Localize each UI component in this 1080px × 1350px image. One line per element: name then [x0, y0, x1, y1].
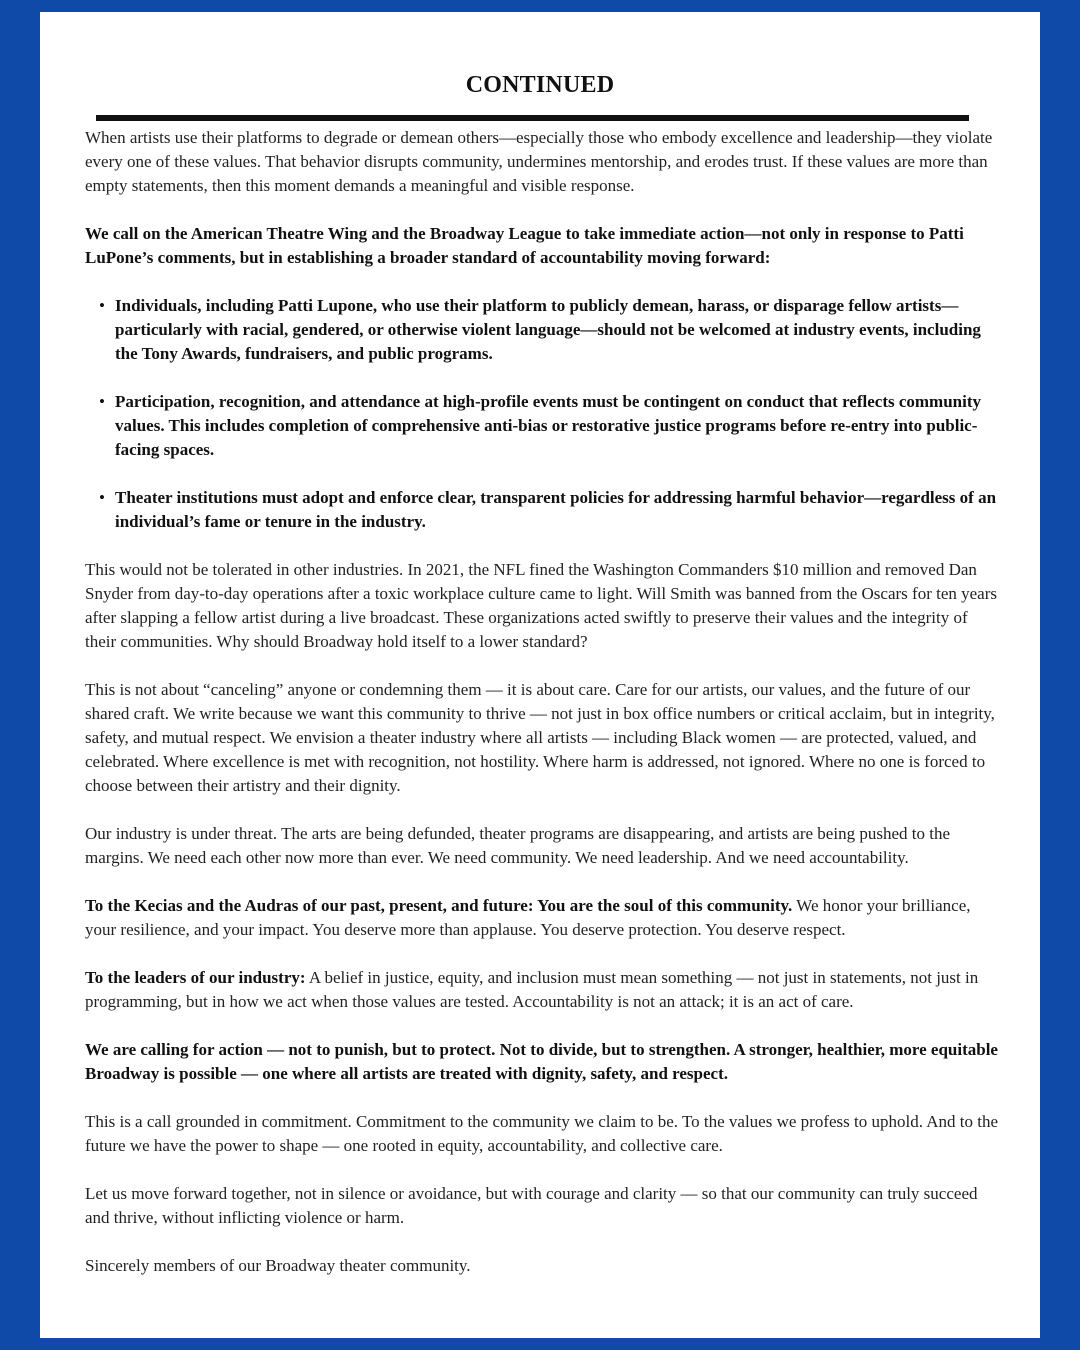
paragraph-threat: Our industry is under threat. The arts are being defunded, theater programs are disappearing, and artists are being pushed to the margins. We need each other now more than ever. We need community. We need leadership. And we need accountability.	[85, 824, 950, 867]
call-to-action: We call on the American Theatre Wing and the Broadway League to take immediate action—not only in response to Patti LuPone’s comments, but in establishing a broader standard of accountability moving forward:	[85, 224, 964, 267]
letter-page	[40, 12, 1040, 1338]
list-item	[99, 486, 1000, 534]
letter-body	[85, 126, 1000, 1278]
list-item	[99, 294, 1000, 366]
bullet-icon: •	[99, 488, 105, 507]
paragraph-calling-for-action: We are calling for action — not to punish, but to protect. Not to divide, but to strengthen. A stronger, healthier, more equitable Broadway is possible — one where all artists are treated with dignity, safety, and respect.	[85, 1040, 998, 1083]
list-item-text: Individuals, including Patti Lupone, who use their platform to publicly demean, harass, or disparage fellow artists—particularly with racial, gendered, or otherwise violent language—should not be welcomed at industry events, including the Tony Awards, fundraisers, and public programs.	[115, 296, 981, 363]
paragraph-kecias	[85, 894, 1000, 942]
bullet-icon: •	[99, 392, 105, 411]
list-item-text: Theater institutions must adopt and enforce clear, transparent policies for addressing harmful behavior—regardless of an individual’s fame or tenure in the industry.	[115, 488, 997, 531]
paragraph-leaders	[85, 966, 1000, 1014]
paragraph-forward: Let us move forward together, not in silence or avoidance, but with courage and clarity — so that our community can truly succeed and thrive, without inflicting violence or harm.	[85, 1184, 978, 1227]
demands-list	[85, 294, 1000, 534]
leaders-lead: To the leaders of our industry:	[85, 968, 306, 987]
kecias-lead: To the Kecias and the Audras of our past, present, and future: You are the soul of this community.	[85, 896, 793, 915]
leaders-rest: A belief in justice, equity, and inclusion must mean something — not just in statements, not just in programming, but in how we act when those values are tested. Accountability is not an attack; it is an act of care.	[85, 968, 979, 1011]
bullet-icon: •	[99, 296, 105, 315]
paragraph-values: When artists use their platforms to degrade or demean others—especially those who embody excellence and leadership—they violate every one of these values. That behavior disrupts community, undermines mentorship, and erodes trust. If these values are more than empty statements, then this moment demands a meaningful and visible response.	[85, 128, 993, 195]
page-title: CONTINUED	[465, 72, 615, 98]
signoff: Sincerely members of our Broadway theater community.	[85, 1256, 471, 1275]
title-divider	[96, 115, 969, 121]
list-item-text: Participation, recognition, and attendance at high-profile events must be contingent on conduct that reflects community values. This includes completion of comprehensive anti-bias or restorative justice programs before re-entry into public-facing spaces.	[115, 392, 982, 459]
kecias-rest: We honor your brilliance, your resilience, and your impact. You deserve more than applause. You deserve protection. You deserve respect.	[85, 896, 971, 939]
paragraph-other-industries: This would not be tolerated in other industries. In 2021, the NFL fined the Washington Commanders $10 million and removed Dan Snyder from day-to-day operations after a toxic workplace culture came to light. Will Smith was banned from the Oscars for ten years after slapping a fellow artist during a live broadcast. These organizations acted swiftly to preserve their values and the integrity of their communities. Why should Broadway hold itself to a lower standard?	[85, 560, 997, 651]
list-item	[99, 390, 1000, 462]
paragraph-care: This is not about “canceling” anyone or condemning them — it is about care. Care for our artists, our values, and the future of our shared craft. We write because we want this community to thrive — not just in box office numbers or critical acclaim, but in integrity, safety, and mutual respect. We envision a theater industry where all artists — including Black women — are protected, valued, and celebrated. Where excellence is met with recognition, not hostility. Where harm is addressed, not ignored. Where no one is forced to choose between their artistry and their dignity.	[85, 680, 995, 795]
paragraph-commitment: This is a call grounded in commitment. Commitment to the community we claim to be. To the values we profess to uphold. And to the future we have the power to shape — one rooted in equity, accountability, and collective care.	[85, 1112, 999, 1155]
